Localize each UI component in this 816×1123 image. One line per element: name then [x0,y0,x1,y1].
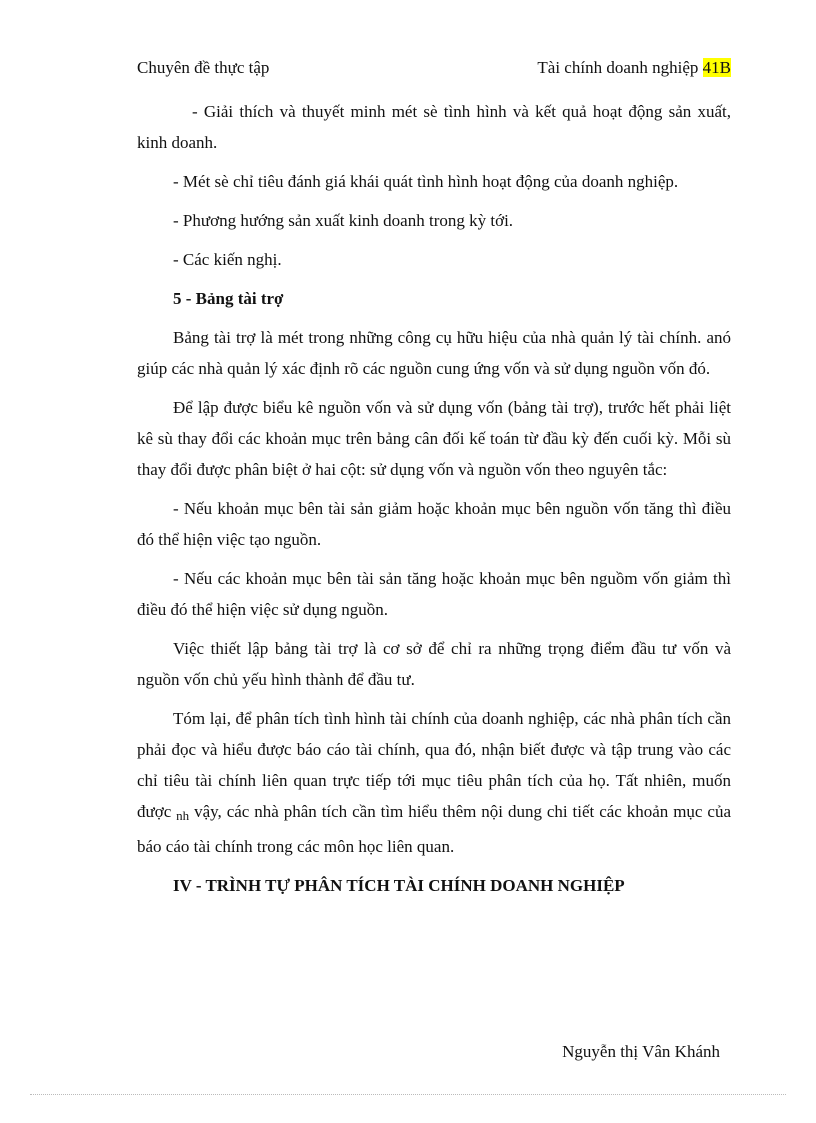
header-left-title: Chuyên đề thực tập [137,58,270,77]
header-right-text: Tài chính doanh nghiệp [537,58,703,77]
bullet-item: - Mét sè chỉ tiêu đánh giá khái quát tình hình hoạt động của doanh nghiệp. [173,172,679,191]
paragraph: Bảng tài trợ là mét trong những công cụ hữu hiệu của nhà quản lý tài chính. anó giúp các nhà quản lý xác định rõ các nguồn cung ứng vốn và sử dụng nguồn vốn đó. [137,328,731,378]
author-signature: Nguyễn thị Vân Khánh [562,1042,720,1061]
section-heading-iv: IV - TRÌNH TỰ PHÂN TÍCH TÀI CHÍNH DOANH NGHIỆP [173,876,625,895]
bullet-item: - Các kiến nghị. [173,250,282,269]
section-heading-5: 5 - Bảng tài trợ [173,289,284,308]
bullet-item: - Phương hướng sản xuất kinh doanh trong kỳ tới. [173,211,514,230]
document-body [137,96,731,909]
header-class-code: 41B [702,58,731,77]
small-text: nh [176,808,190,823]
bullet-item: - Giải thích và thuyết minh mét sè tình hình và kết quả hoạt động sản xuất, kinh doanh. [137,102,731,152]
bullet-item: - Nếu các khoản mục bên tài sản tăng hoặc khoản mục bên nguồm vốn giảm thì điều đó thể hiện việc sử dụng nguồn. [137,569,731,619]
footer-divider [30,1094,786,1095]
paragraph-text: vậy, các nhà phân tích cần tìm hiểu thêm nội dung chi tiết các khoản mục của báo cáo tài chính trong các môn học liên quan. [137,802,731,856]
header-right-title [537,58,731,78]
paragraph: Để lập được biểu kê nguồn vốn và sử dụng vốn (bảng tài trợ), trước hết phải liệt kê sù thay đổi các khoản mục trên bảng cân đối kế toán từ đầu kỳ đến cuối kỳ. Mỗi sù thay đổi được phân biệt ở hai cột: sử dụng vốn và nguồn vốn theo nguyên tắc: [137,398,731,479]
bullet-item: - Nếu khoản mục bên tài sản giảm hoặc khoản mục bên nguồn vốn tăng thì điều đó thể hiện việc tạo nguồn. [137,499,731,549]
paragraph-summary [137,703,731,862]
paragraph-text: Tóm lại, để phân tích tình hình tài chính của doanh nghiệp, các nhà phân tích cần phải đọc và hiểu được báo cáo tài chính, qua đó, nhận biết được và tập trung vào các chỉ tiêu tài chính liên quan trực tiếp tới mục tiêu phân tích của họ. Tất nhiên, muốn được [137,709,731,821]
paragraph: Việc thiết lập bảng tài trợ là cơ sở để chỉ ra những trọng điểm đầu tư vốn và nguồn vốn chủ yếu hình thành để đầu tư. [137,639,731,689]
page-header [137,58,731,82]
